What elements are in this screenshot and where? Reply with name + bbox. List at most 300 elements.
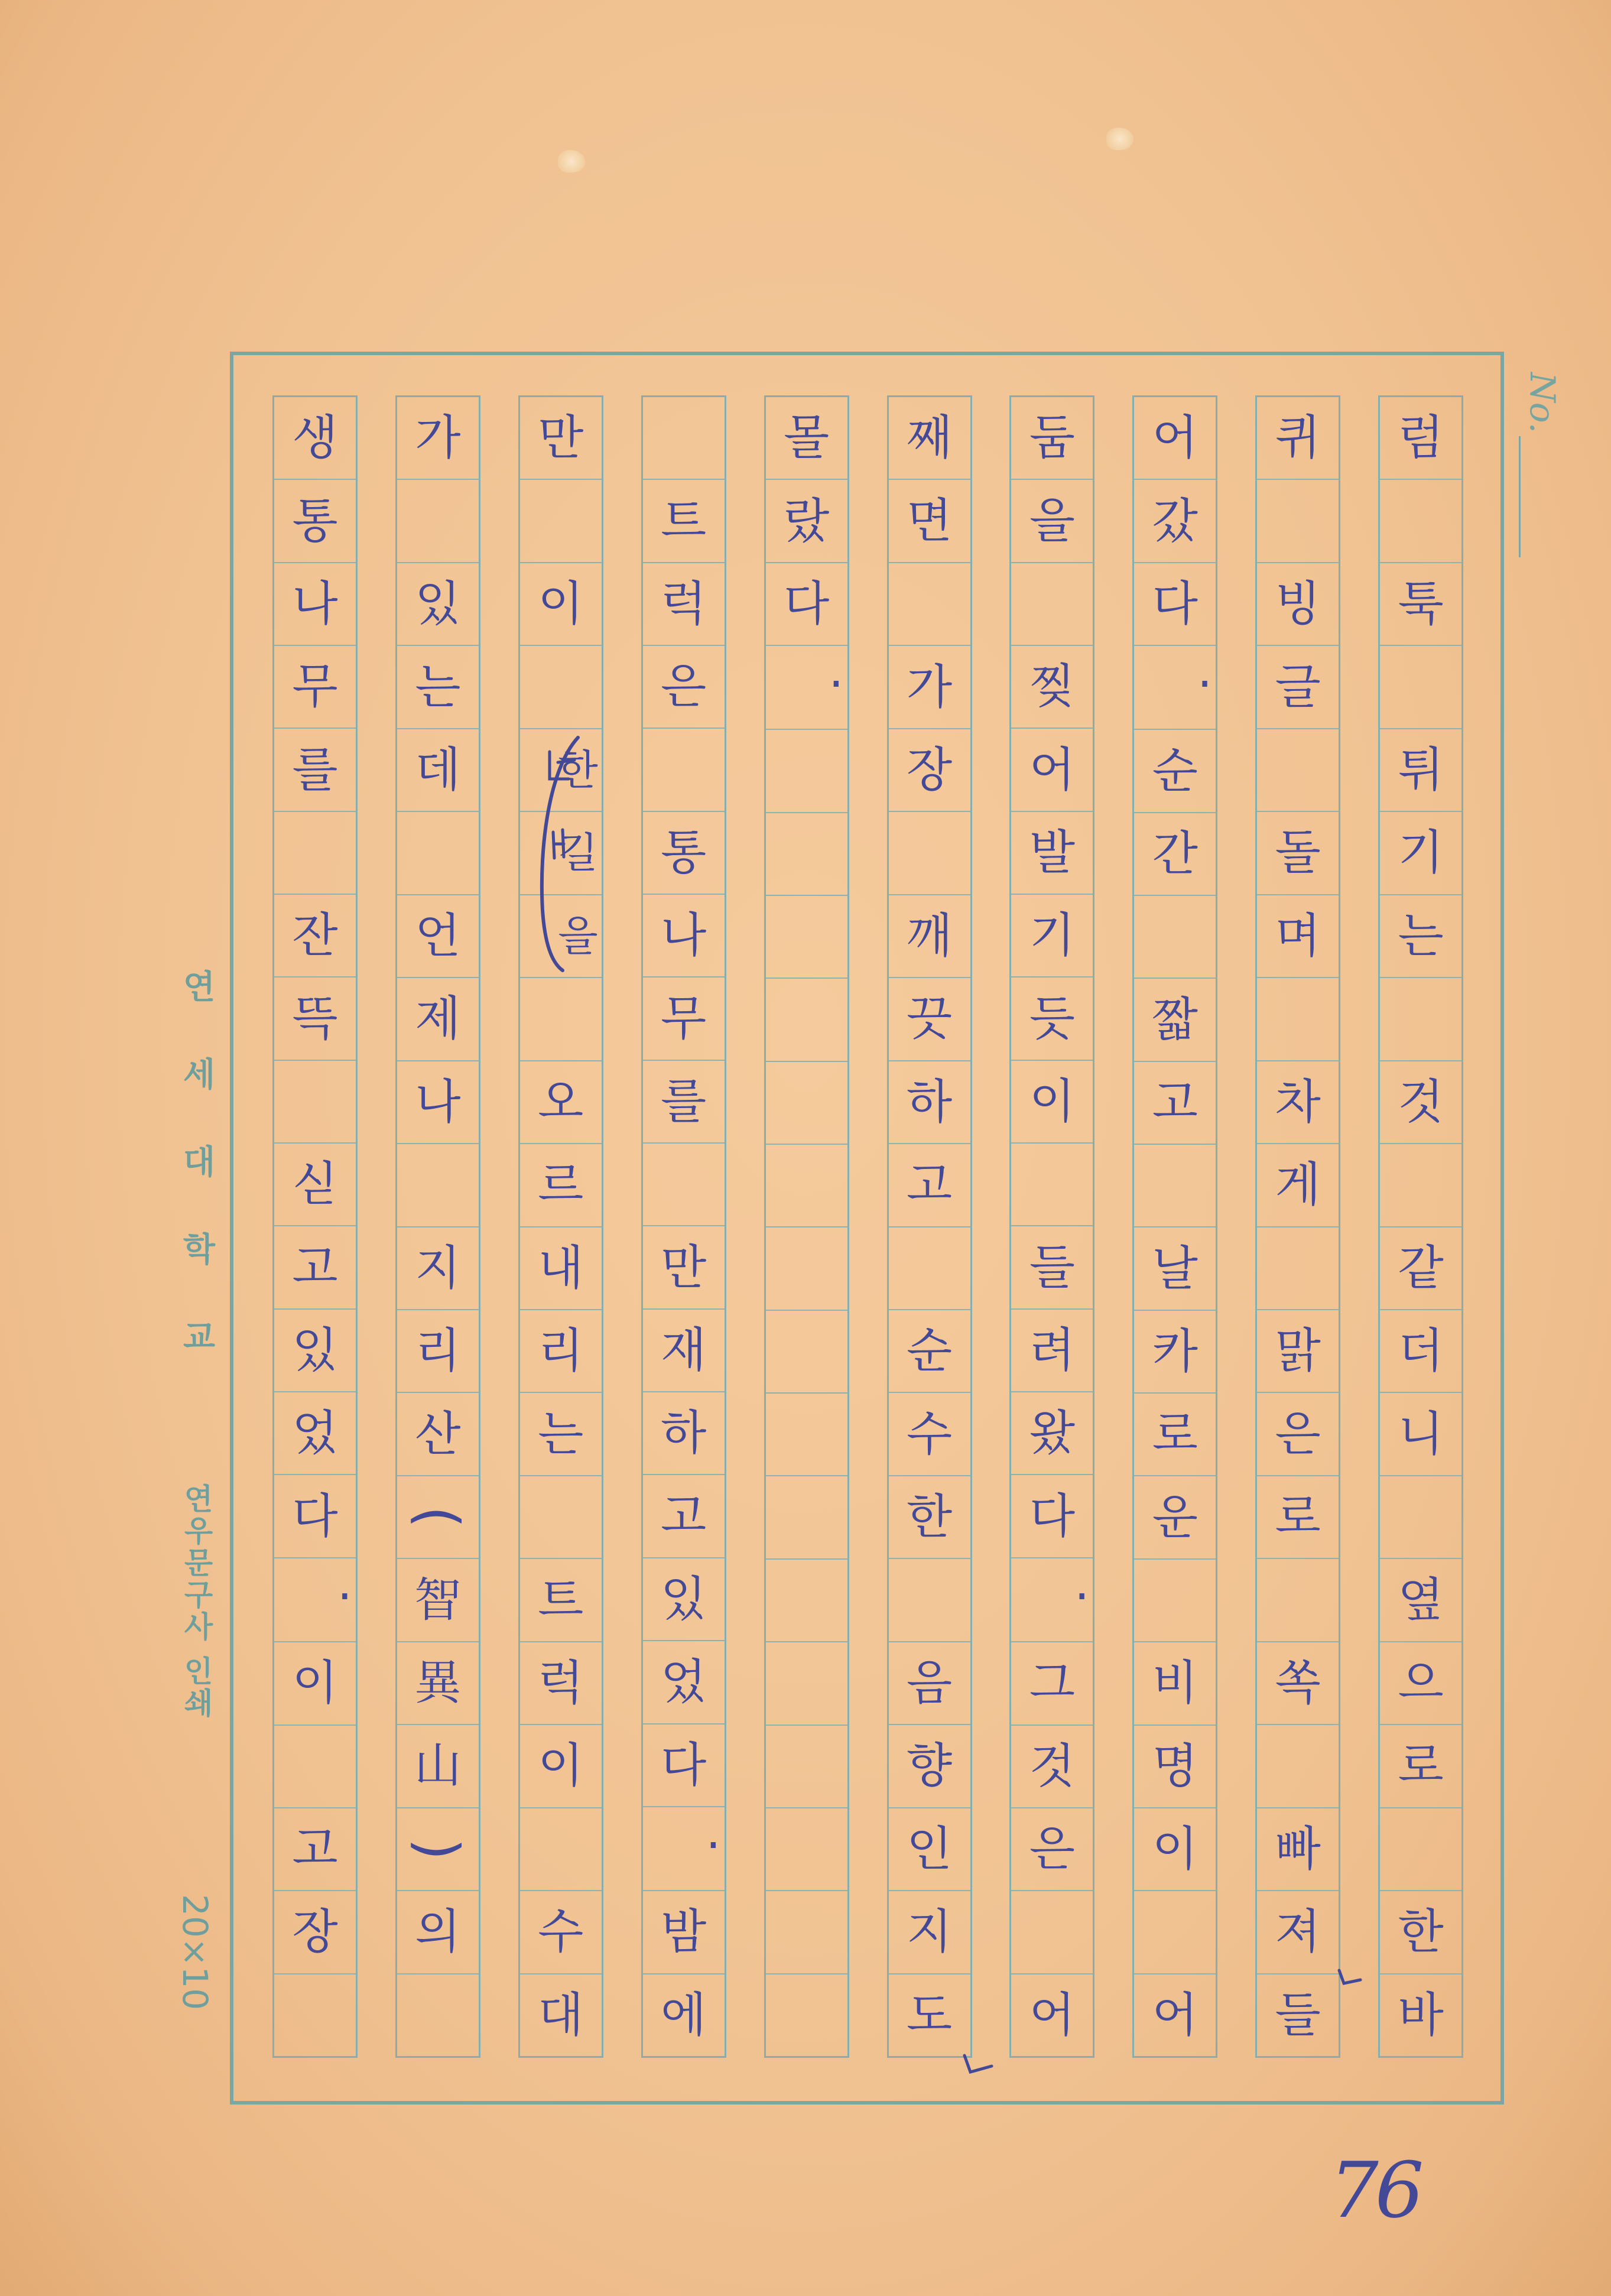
manuscript-column bbox=[764, 395, 849, 2058]
manuscript-cell bbox=[274, 563, 356, 646]
cell-text: 는 bbox=[1398, 908, 1444, 963]
cell-text: 면 bbox=[906, 493, 953, 548]
cell-text: 것 bbox=[1398, 1074, 1444, 1129]
cell-text: 날 bbox=[1152, 1240, 1198, 1296]
manuscript-cell bbox=[766, 1808, 847, 1891]
cell-text: 만 bbox=[661, 1239, 707, 1295]
number-underline bbox=[1519, 436, 1521, 557]
cell-text: 순 bbox=[1152, 743, 1198, 798]
cell-text: 며 bbox=[1275, 908, 1321, 963]
manuscript-cell bbox=[766, 1891, 847, 1974]
manuscript-cell bbox=[1257, 1891, 1339, 1974]
manuscript-cell bbox=[1257, 1227, 1339, 1310]
cell-text: 듯 bbox=[1029, 991, 1076, 1046]
cell-text: 향 bbox=[906, 1738, 953, 1794]
cell-text: 가 bbox=[415, 410, 461, 466]
manuscript-cell bbox=[397, 1476, 479, 1559]
manuscript-cell bbox=[520, 729, 602, 812]
cell-text: 은 bbox=[1029, 1821, 1076, 1877]
cell-text: 한 bbox=[906, 1489, 953, 1545]
cell-text: 간 bbox=[1152, 826, 1198, 881]
manuscript-cell bbox=[1011, 1558, 1093, 1642]
manuscript-column bbox=[518, 395, 603, 2058]
manuscript-cell bbox=[766, 480, 847, 563]
manuscript-cell bbox=[643, 1226, 725, 1309]
cell-text: 퀴 bbox=[1275, 410, 1321, 466]
manuscript-cell bbox=[1134, 563, 1216, 646]
manuscript-cell bbox=[1011, 646, 1093, 729]
manuscript-cell bbox=[766, 563, 847, 646]
cell-text: 있 bbox=[661, 1571, 707, 1626]
cell-text: 지 bbox=[906, 1904, 953, 1960]
manuscript-cell bbox=[889, 1891, 970, 1974]
manuscript-cell bbox=[520, 1476, 602, 1559]
manuscript-cell bbox=[1257, 480, 1339, 563]
cell-text: 니 bbox=[1398, 1406, 1444, 1462]
cell-text: 돌 bbox=[1275, 825, 1321, 881]
cell-text: 쏙 bbox=[1275, 1655, 1321, 1711]
manuscript-cell bbox=[889, 1476, 970, 1559]
manuscript-column bbox=[1378, 395, 1463, 2058]
cell-text: 제 bbox=[415, 991, 461, 1047]
manuscript-cell bbox=[397, 480, 479, 563]
cell-text: 다 bbox=[292, 1488, 338, 1544]
cell-text: ) bbox=[404, 1838, 471, 1860]
cell-text: 둠 bbox=[1029, 410, 1076, 466]
manuscript-cell bbox=[1134, 1311, 1216, 1394]
manuscript-cell bbox=[1011, 895, 1093, 977]
manuscript-cell bbox=[1134, 1808, 1216, 1891]
cell-text: 왔 bbox=[1029, 1405, 1076, 1461]
manuscript-cell bbox=[274, 729, 356, 811]
manuscript-cell bbox=[1257, 1725, 1339, 1808]
cell-text: 고 bbox=[906, 1157, 953, 1213]
manuscript-cell bbox=[1134, 1975, 1216, 2056]
manuscript-cell bbox=[520, 1144, 602, 1227]
cell-text: 은 bbox=[661, 659, 707, 715]
cell-text: 차 bbox=[1275, 1074, 1321, 1129]
cell-text: 럭 bbox=[538, 1655, 584, 1711]
manuscript-cell bbox=[1134, 1062, 1216, 1145]
manuscript-cell bbox=[766, 979, 847, 1061]
manuscript-cell bbox=[1134, 1560, 1216, 1642]
manuscript-cell bbox=[1380, 1393, 1461, 1476]
manuscript-cell bbox=[889, 1227, 970, 1310]
cell-text: 한 bbox=[558, 746, 598, 795]
manuscript-cell bbox=[643, 1475, 725, 1558]
cell-text: 트 bbox=[538, 1572, 584, 1628]
manuscript-cell bbox=[274, 812, 356, 895]
cell-text: 을 bbox=[558, 911, 598, 960]
manuscript-cell bbox=[1134, 1476, 1216, 1559]
manuscript-cell bbox=[397, 1725, 479, 1808]
cell-text: 트 bbox=[661, 493, 707, 548]
manuscript-cell bbox=[274, 1144, 356, 1226]
cell-text: 로 bbox=[1275, 1489, 1321, 1545]
cell-text: 만 bbox=[538, 410, 584, 466]
manuscript-cell bbox=[1257, 1144, 1339, 1227]
manuscript-cell bbox=[1011, 397, 1093, 480]
manuscript-cell bbox=[889, 1808, 970, 1891]
manuscript-cell bbox=[889, 1310, 970, 1393]
cell-text: 툭 bbox=[1398, 576, 1444, 632]
cell-text: 갔 bbox=[1152, 493, 1198, 548]
cell-text: 길 bbox=[558, 829, 598, 878]
cell-text: 빠 bbox=[1275, 1821, 1321, 1876]
manuscript-cell bbox=[274, 1558, 356, 1642]
manuscript-cell bbox=[397, 1393, 479, 1476]
manuscript-column bbox=[395, 395, 480, 2058]
manuscript-cell bbox=[1380, 1144, 1461, 1227]
manuscript-cell bbox=[1257, 1559, 1339, 1642]
manuscript-cell bbox=[643, 1061, 725, 1144]
manuscript-cell bbox=[1257, 1476, 1339, 1559]
cell-text: 바 bbox=[1398, 1987, 1444, 2042]
cell-text: . bbox=[337, 1558, 352, 1610]
cell-text: 로 bbox=[1398, 1738, 1444, 1794]
cell-text: 순 bbox=[906, 1323, 953, 1379]
cell-text: 어 bbox=[1152, 410, 1198, 466]
manuscript-cell bbox=[1257, 646, 1339, 729]
cell-text: 를 bbox=[292, 742, 338, 797]
manuscript-cell bbox=[397, 1144, 479, 1227]
manuscript-cell bbox=[643, 812, 725, 895]
manuscript-cell bbox=[397, 1061, 479, 1144]
manuscript-cell bbox=[1257, 1975, 1339, 2056]
manuscript-cell bbox=[1134, 646, 1216, 730]
manuscript-cell bbox=[397, 812, 479, 895]
manuscript-cell bbox=[1011, 977, 1093, 1060]
manuscript-cell bbox=[889, 729, 970, 812]
manuscript-cell bbox=[274, 1975, 356, 2056]
manuscript-cell bbox=[1380, 812, 1461, 895]
manuscript-cell bbox=[520, 1227, 602, 1310]
cell-text: 대 bbox=[538, 1987, 584, 2042]
cell-text: 고 bbox=[292, 1239, 338, 1295]
cell-text: 리 bbox=[415, 1323, 461, 1379]
manuscript-cell bbox=[1380, 397, 1461, 480]
manuscript-cell bbox=[1257, 729, 1339, 812]
manuscript-cell bbox=[1134, 730, 1216, 813]
manuscript-cell bbox=[1011, 1226, 1093, 1309]
manuscript-cell bbox=[766, 1975, 847, 2056]
manuscript-cell bbox=[520, 397, 602, 480]
cell-text: 깨 bbox=[906, 908, 953, 963]
manuscript-cell bbox=[274, 1475, 356, 1558]
cell-text: 그 bbox=[1029, 1655, 1076, 1711]
manuscript-cell bbox=[643, 1392, 725, 1475]
manuscript-cell bbox=[520, 978, 602, 1061]
manuscript-cell bbox=[1257, 895, 1339, 978]
manuscript-cell bbox=[643, 1310, 725, 1392]
page-number: 76 bbox=[1330, 2145, 1421, 2235]
manuscript-cell bbox=[1380, 1725, 1461, 1808]
manuscript-cell bbox=[1134, 480, 1216, 563]
manuscript-cell bbox=[397, 1310, 479, 1393]
manuscript-cell bbox=[1380, 978, 1461, 1061]
manuscript-cell bbox=[1011, 812, 1093, 895]
manuscript-cell bbox=[1257, 1310, 1339, 1393]
cell-text: 어 bbox=[1152, 1987, 1198, 2042]
cell-text: 발 bbox=[1029, 824, 1076, 880]
cell-text: 고 bbox=[661, 1488, 707, 1544]
manuscript-cell bbox=[1134, 397, 1216, 480]
manuscript-cell bbox=[889, 1393, 970, 1476]
institution-label: 연세대학교 bbox=[177, 969, 216, 1407]
cell-text: 를 bbox=[661, 1073, 707, 1129]
manuscript-cell bbox=[397, 397, 479, 480]
cell-text: 하 bbox=[661, 1405, 707, 1461]
cell-text: 다 bbox=[661, 1737, 707, 1792]
manuscript-cell bbox=[889, 978, 970, 1061]
manuscript-cell bbox=[520, 812, 602, 895]
manuscript-cell bbox=[1257, 563, 1339, 646]
manuscript-cell bbox=[766, 1311, 847, 1394]
manuscript-cell bbox=[274, 646, 356, 729]
manuscript-cell bbox=[274, 480, 356, 563]
manuscript-cell bbox=[889, 1559, 970, 1642]
cell-text: 카 bbox=[1152, 1323, 1198, 1379]
cell-text: 다 bbox=[1029, 1488, 1076, 1544]
manuscript-cell bbox=[766, 1560, 847, 1642]
manuscript-cell bbox=[889, 1061, 970, 1144]
manuscript-cell bbox=[643, 480, 725, 563]
cell-text: 명 bbox=[1152, 1738, 1198, 1794]
manuscript-cell bbox=[397, 978, 479, 1061]
manuscript-cell bbox=[520, 1975, 602, 2056]
manuscript-cell bbox=[1380, 480, 1461, 563]
manuscript-cell bbox=[1011, 1392, 1093, 1475]
cell-text: 데 bbox=[415, 742, 461, 798]
manuscript-cell bbox=[643, 1807, 725, 1891]
manuscript-cell bbox=[1134, 1227, 1216, 1310]
cell-text: 들 bbox=[1029, 1239, 1076, 1295]
cell-text: 랐 bbox=[783, 493, 830, 548]
manuscript-cell bbox=[889, 812, 970, 895]
manuscript-column bbox=[1255, 395, 1340, 2058]
manuscript-cell bbox=[889, 646, 970, 729]
manuscript-cell bbox=[766, 1145, 847, 1227]
manuscript-cell bbox=[766, 646, 847, 730]
manuscript-cell bbox=[1011, 1144, 1093, 1226]
manuscript-cell bbox=[766, 1062, 847, 1145]
manuscript-cell bbox=[397, 1559, 479, 1642]
manuscript-cell bbox=[766, 813, 847, 896]
cell-text: 었 bbox=[292, 1405, 338, 1461]
manuscript-cell bbox=[1257, 812, 1339, 895]
cell-text: 異 bbox=[414, 1655, 462, 1711]
cell-text: 지 bbox=[415, 1240, 461, 1295]
manuscript-cell bbox=[643, 397, 725, 480]
manuscript-cell bbox=[1257, 978, 1339, 1061]
cell-text: 내 bbox=[538, 1240, 584, 1295]
manuscript-cell bbox=[889, 1642, 970, 1725]
manuscript-cell bbox=[397, 563, 479, 646]
cell-text: 생 bbox=[292, 410, 338, 466]
manuscript-cell bbox=[1011, 563, 1093, 646]
manuscript-cell bbox=[1380, 1975, 1461, 2056]
cell-text: 도 bbox=[906, 1987, 953, 2042]
manuscript-cell bbox=[1380, 1559, 1461, 1642]
cell-text: 같 bbox=[1398, 1240, 1444, 1295]
manuscript-cell bbox=[1380, 646, 1461, 729]
manuscript-column bbox=[1132, 395, 1217, 2058]
manuscript-cell bbox=[643, 646, 725, 729]
manuscript-cell bbox=[889, 397, 970, 480]
manuscript-cell bbox=[274, 1310, 356, 1392]
manuscript-cell bbox=[1011, 1891, 1093, 1974]
manuscript-cell bbox=[643, 729, 725, 811]
manuscript-cell bbox=[1134, 1394, 1216, 1476]
cell-text: 한 bbox=[1398, 1904, 1444, 1960]
cell-text: 이 bbox=[1029, 1073, 1076, 1129]
manuscript-grid bbox=[272, 395, 1463, 2058]
manuscript-cell bbox=[889, 895, 970, 978]
cell-text: 리 bbox=[538, 1323, 584, 1379]
number-label: No. bbox=[1522, 372, 1563, 434]
cell-text: 智 bbox=[414, 1572, 462, 1628]
cell-text: 었 bbox=[661, 1654, 707, 1710]
cell-text: 다 bbox=[783, 576, 830, 631]
cell-text: 르 bbox=[538, 1157, 584, 1213]
manuscript-cell bbox=[1134, 1642, 1216, 1725]
manuscript-cell bbox=[766, 1227, 847, 1310]
printer-label: 연우문구사 인쇄 bbox=[179, 1483, 213, 1720]
cell-text: 음 bbox=[906, 1655, 953, 1711]
manuscript-cell bbox=[766, 1476, 847, 1559]
manuscript-cell bbox=[1011, 1475, 1093, 1558]
paper-punch-hole bbox=[1106, 128, 1133, 150]
manuscript-cell bbox=[1257, 1393, 1339, 1476]
cell-text: 나 bbox=[292, 576, 338, 631]
cell-text: 山 bbox=[414, 1738, 462, 1794]
manuscript-cell bbox=[643, 1144, 725, 1226]
cell-text: 잔 bbox=[292, 908, 338, 963]
cell-text: 수 bbox=[906, 1406, 953, 1462]
cell-text: 고 bbox=[1152, 1074, 1198, 1130]
cell-text: 산 bbox=[415, 1406, 461, 1462]
manuscript-column bbox=[1009, 395, 1094, 2058]
manuscript-cell bbox=[520, 1808, 602, 1891]
cell-text: 글 bbox=[1275, 659, 1321, 715]
cell-text: 통 bbox=[292, 493, 338, 548]
cell-text: 째 bbox=[906, 410, 953, 466]
cell-text: 더 bbox=[1398, 1323, 1444, 1379]
cell-text: 장 bbox=[906, 742, 953, 798]
cell-text: 끗 bbox=[906, 991, 953, 1047]
manuscript-cell bbox=[1011, 1726, 1093, 1808]
cell-text: 있 bbox=[415, 576, 461, 632]
cell-text: 비 bbox=[1152, 1655, 1198, 1711]
manuscript-cell bbox=[520, 1061, 602, 1144]
cell-text: 고 bbox=[292, 1821, 338, 1877]
manuscript-column bbox=[272, 395, 358, 2058]
manuscript-cell bbox=[520, 1891, 602, 1974]
manuscript-cell bbox=[1257, 1061, 1339, 1144]
cell-text: 이 bbox=[538, 576, 584, 632]
cell-text: 어 bbox=[1029, 742, 1076, 797]
cell-text: 나 bbox=[661, 908, 707, 963]
cell-text: 언 bbox=[415, 908, 461, 963]
manuscript-cell bbox=[520, 1642, 602, 1725]
cell-text: 것 bbox=[1029, 1738, 1076, 1794]
manuscript-cell bbox=[889, 1725, 970, 1808]
manuscript-cell bbox=[274, 397, 356, 480]
cell-text: 운 bbox=[1152, 1489, 1198, 1545]
cell-text: 나 bbox=[415, 1074, 461, 1129]
manuscript-cell bbox=[1011, 729, 1093, 811]
cell-text: ( bbox=[404, 1506, 471, 1528]
cell-text: 럭 bbox=[661, 576, 707, 631]
cell-text: 은 bbox=[1275, 1406, 1321, 1462]
manuscript-cell bbox=[1134, 896, 1216, 979]
manuscript-cell bbox=[274, 1226, 356, 1309]
manuscript-cell bbox=[520, 646, 602, 729]
cell-text: 려 bbox=[1029, 1322, 1076, 1378]
manuscript-cell bbox=[1257, 1808, 1339, 1891]
manuscript-cell bbox=[1257, 1642, 1339, 1725]
cell-text: . bbox=[829, 646, 844, 699]
cell-text: 을 bbox=[1029, 493, 1076, 548]
manuscript-cell bbox=[274, 1808, 356, 1891]
paper-punch-hole bbox=[558, 150, 585, 173]
manuscript-cell bbox=[1011, 1061, 1093, 1144]
manuscript-cell bbox=[643, 895, 725, 977]
manuscript-cell bbox=[889, 1975, 970, 2056]
manuscript-cell bbox=[766, 896, 847, 979]
cell-text: 으 bbox=[1398, 1655, 1444, 1711]
cell-text: 뜩 bbox=[292, 991, 338, 1046]
cell-text: 하 bbox=[906, 1074, 953, 1129]
cell-text: 게 bbox=[1275, 1157, 1321, 1213]
manuscript-cell bbox=[643, 563, 725, 646]
cell-text: 인 bbox=[906, 1821, 953, 1876]
manuscript-cell bbox=[397, 1808, 479, 1891]
cell-text: 어 bbox=[1029, 1987, 1076, 2042]
cell-text: 기 bbox=[1029, 908, 1076, 963]
cell-text: 통 bbox=[661, 824, 707, 880]
manuscript-cell bbox=[1011, 1808, 1093, 1891]
manuscript-cell bbox=[889, 1144, 970, 1227]
manuscript-cell bbox=[1380, 895, 1461, 978]
manuscript-cell bbox=[1134, 1726, 1216, 1808]
cell-text: 오 bbox=[538, 1074, 584, 1129]
cell-text: 재 bbox=[661, 1322, 707, 1378]
manuscript-cell bbox=[520, 1725, 602, 1808]
manuscript-cell bbox=[1380, 1808, 1461, 1891]
cell-text: . bbox=[706, 1807, 721, 1859]
cell-text: 의 bbox=[415, 1904, 461, 1960]
cell-text: 에 bbox=[661, 1987, 707, 2042]
manuscript-cell bbox=[766, 1642, 847, 1725]
manuscript-cell bbox=[520, 895, 602, 978]
cell-text: 밤 bbox=[661, 1904, 707, 1960]
manuscript-cell bbox=[766, 730, 847, 813]
cell-text: 장 bbox=[292, 1904, 338, 1960]
cell-text: . bbox=[1074, 1558, 1090, 1610]
cell-text: 이 bbox=[538, 1738, 584, 1794]
cell-text: 찢 bbox=[1029, 659, 1076, 715]
manuscript-cell bbox=[1011, 480, 1093, 563]
cell-text: 져 bbox=[1275, 1904, 1321, 1960]
manuscript-cell bbox=[1380, 1227, 1461, 1310]
manuscript-cell bbox=[397, 1891, 479, 1974]
manuscript-cell bbox=[1380, 1061, 1461, 1144]
manuscript-cell bbox=[1011, 1642, 1093, 1725]
manuscript-cell bbox=[397, 895, 479, 978]
manuscript-cell bbox=[643, 1975, 725, 2056]
cell-text: 무 bbox=[292, 659, 338, 715]
